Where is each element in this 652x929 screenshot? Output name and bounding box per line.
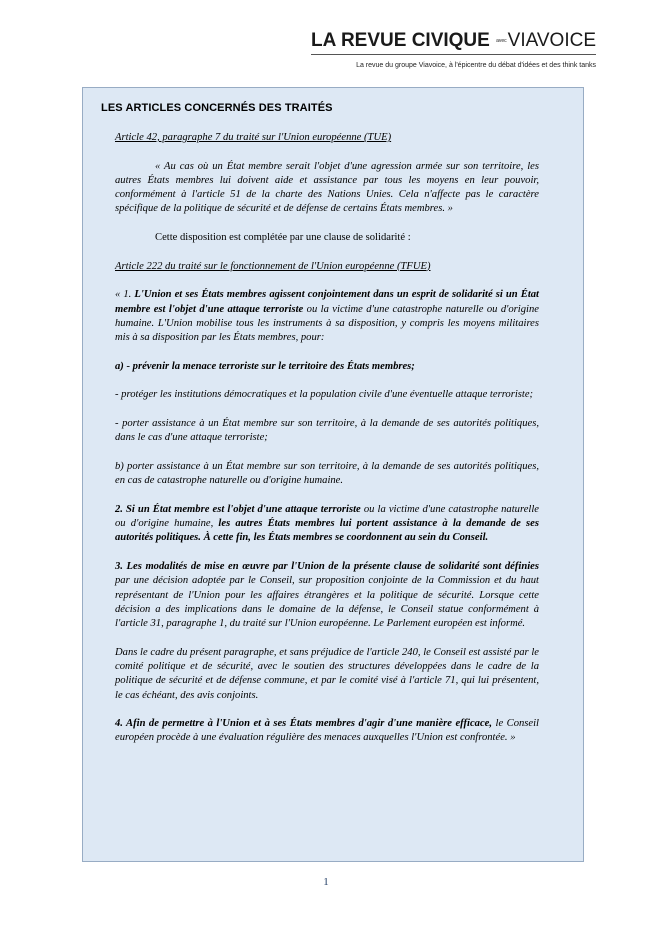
- p1-rest: ou la victime d'une catastrophe naturelle ou d'origine humaine. L'Union mobilise tous les instruments à sa disposition, y compris les moyens militaires mis à sa disposition par les États membres, pour:: [115, 303, 539, 344]
- p3-bold: 3. Les modalités de mise en œuvre par l'Union de la présente clause de solidarité sont définies: [115, 560, 539, 572]
- article42-heading: Article 42, paragraphe 7 du traité sur l'Union européenne (TUE): [115, 132, 392, 143]
- p3-rest: par une décision adoptée par le Conseil, sur proposition conjointe de la Commission et du haut représentant de l'Union pour les affaires étrangères et la politique de sécurité. Lorsque cette décision a des implications dans le domaine de la défense, le Conseil statue conformément à l'article 31, paragraphe 1, du traité sur l'Union européenne. Le Parlement européen est informé.: [115, 575, 539, 630]
- paragraph-4: [115, 717, 539, 746]
- paragraph-3: [115, 560, 539, 631]
- logo-rule: [311, 54, 596, 55]
- tagline: La revue du groupe Viavoice, à l'épicentre du débat d'idées et des think tanks: [356, 62, 596, 70]
- p1-bold: L'Union et ses États membres agissent conjointement dans un esprit de solidarité si un État membre est l'objet d'une attaque terroriste: [115, 289, 540, 315]
- item-a3: - porter assistance à un État membre sur son territoire, à la demande de ses autorités politiques, dans le cas d'une attaque terroriste;: [115, 417, 539, 444]
- p4-bold: 4. Afin de permettre à l'Union et à ses États membres d'agir d'une manière efficace,: [115, 718, 493, 730]
- p2-bold: 2. Si un État membre est l'objet d'une attaque terroriste: [115, 503, 361, 515]
- logo: [311, 30, 596, 52]
- paragraph-1: [115, 288, 539, 345]
- page-number: 1: [323, 876, 329, 888]
- logo-partner: VIAVOICE: [507, 30, 596, 52]
- panel-content: [115, 131, 539, 746]
- item-a2: - protéger les institutions démocratiques et la population civile d'une éventuelle attaque terroriste;: [115, 389, 534, 401]
- articles-panel: [82, 87, 584, 862]
- header: [311, 30, 596, 69]
- p2-middle: ou la victime d'une catastrophe naturelle ou d'origine humaine,: [115, 503, 539, 530]
- item-a: a) - prévenir la menace terroriste sur le territoire des États membres;: [115, 360, 415, 372]
- paragraph-2: [115, 503, 539, 546]
- p2-bold-end: les autres États membres lui portent assistance à la demande de ses autorités politiques. À cette fin, les États membres se coordonnent au sein du Conseil.: [115, 518, 539, 544]
- paragraph-3-continued: Dans le cadre du présent paragraphe, et sans préjudice de l'article 240, le Conseil est assisté par le comité politique et de sécurité, avec le soutien des structures développées dans le cadre de la politique de sécurité et de défense commune, et par le comité visé à l'article 71, qui lui présentent, le cas échéant, des avis conjoints.: [115, 646, 539, 701]
- transition-text: Cette disposition est complétée par une clause de solidarité :: [155, 232, 411, 244]
- p4-rest: le Conseil européen procède à une évaluation régulière des menaces auxquelles l'Union est confrontée. »: [115, 718, 539, 744]
- logo-avec: avec: [496, 38, 507, 44]
- p1-number: « 1.: [115, 289, 135, 301]
- item-b: b) porter assistance à un État membre sur son territoire, à la demande de ses autorités politiques, en cas de catastrophe naturelle ou d'origine humaine.: [115, 460, 539, 487]
- article222-heading: Article 222 du traité sur le fonctionnement de l'Union européenne (TFUE): [115, 260, 431, 272]
- article42-quote: « Au cas où un État membre serait l'objet d'une agression armée sur son territoire, les autres États membres lui doivent aide et assistance par tous les moyens en leur pouvoir, conformément à l'article 51 de la charte des Nations Unies. Cela n'affecte pas le caractère spécifique de la politique de sécurité et de défense de certains États membres. »: [115, 160, 539, 215]
- logo-main: LA REVUE CIVIQUE: [311, 30, 490, 52]
- panel-title: LES ARTICLES CONCERNÉS DES TRAITÉS: [101, 102, 333, 114]
